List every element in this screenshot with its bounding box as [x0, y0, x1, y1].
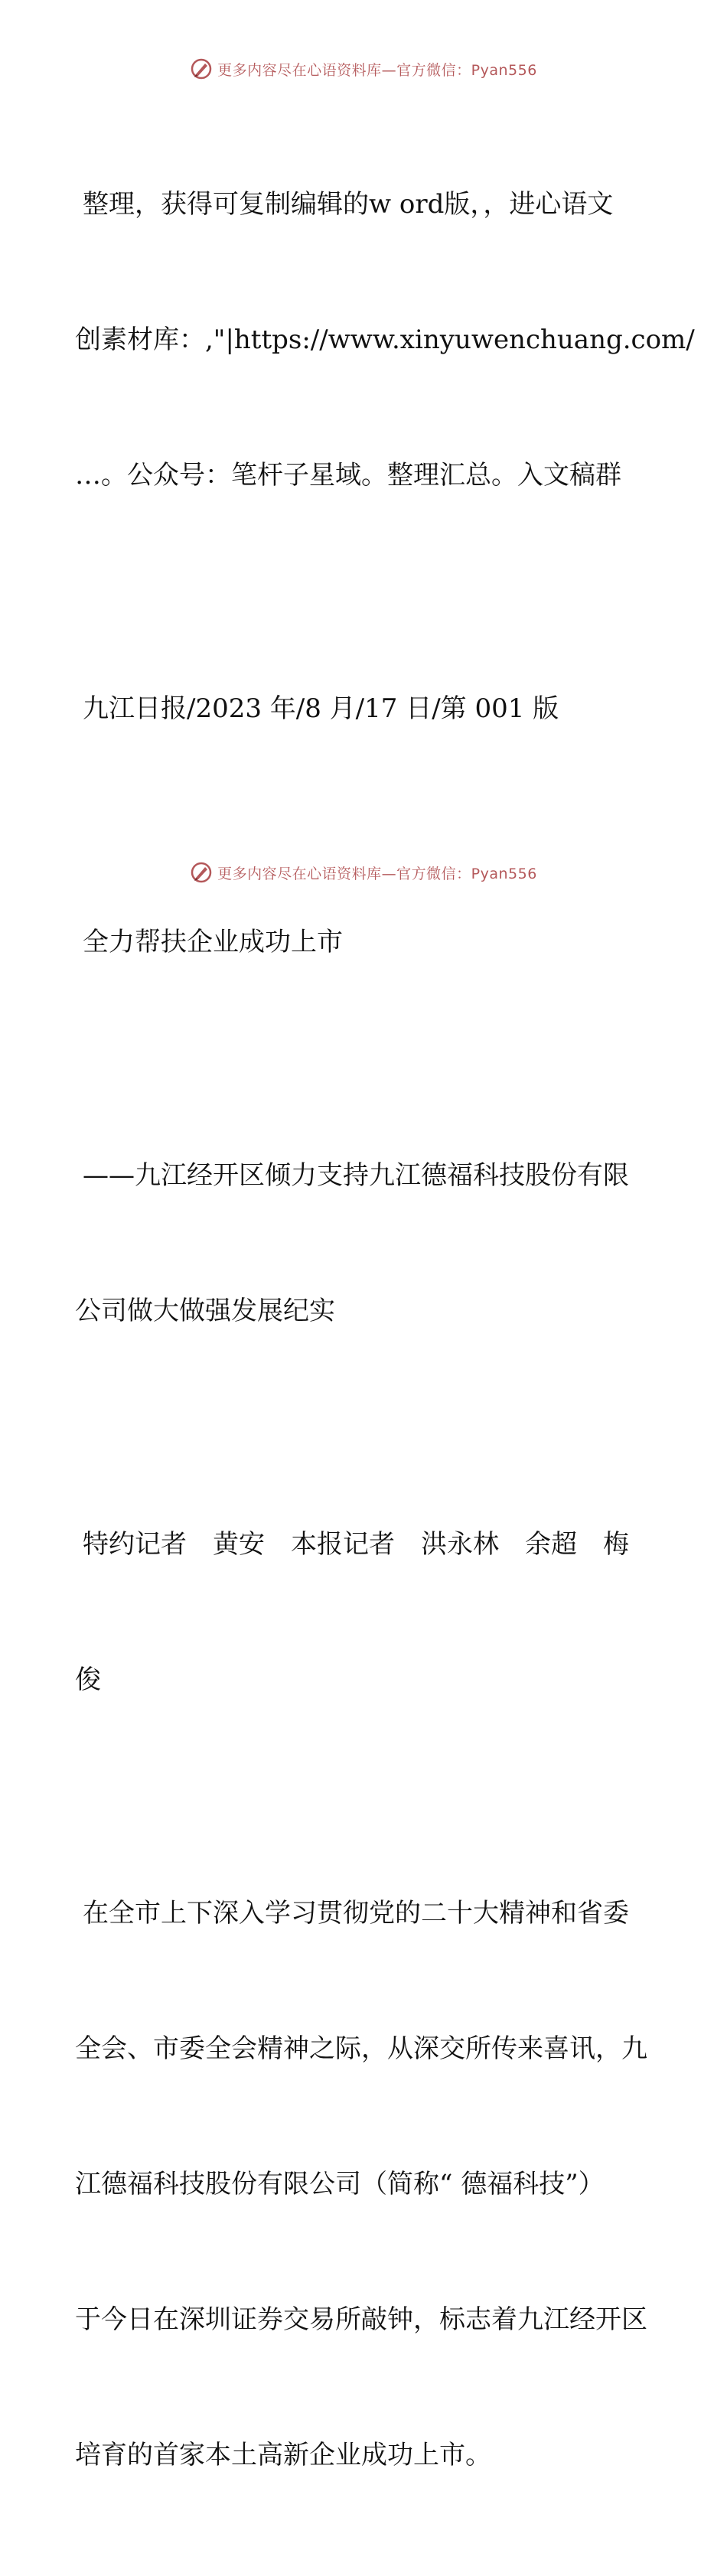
pen-logo-icon [190, 57, 213, 80]
footer-banner [0, 857, 727, 888]
footer-banner-text: 更多内容尽在心语资料库—官方微信：Pyan556 [217, 865, 537, 882]
byline-line: 特约记者 黄安 本报记者 洪永林 余超 梅 [83, 1529, 629, 1560]
subtitle-line: 公司做大做强发展纪实 [75, 1296, 335, 1326]
byline [75, 1432, 657, 1793]
pen-logo-icon [190, 861, 213, 884]
intro-paragraph [75, 92, 695, 589]
subtitle [75, 1063, 657, 1424]
body-line: 全会、市委全会精神之际，从深交所传来喜讯，九 [75, 2033, 647, 2064]
byline-line: 俊 [75, 1665, 101, 1695]
body-line: 江德福科技股份有限公司（简称“ 德福科技”） [75, 2169, 605, 2199]
body-line: 在全市上下深入学习贯彻党的二十大精神和省委 [83, 1898, 629, 1929]
source-line: 九江日报/2023 年/8 月/17 日/第 001 版 [83, 693, 559, 724]
header-banner-text: 更多内容尽在心语资料库—官方微信：Pyan556 [217, 61, 537, 79]
body-line: 培育的首家本土高新企业成功上市。 [75, 2440, 491, 2470]
subtitle-line: ——九江经开区倾力支持九江德福科技股份有限 [83, 1160, 629, 1191]
body-line: 于今日在深圳证券交易所敲钟，标志着九江经开区 [75, 2304, 647, 2335]
document-content [75, 92, 695, 2576]
intro-line: …。公众号：笔杆子星域。整理汇总。入文稿群 [75, 460, 621, 491]
intro-line: 整理，获得可复制编辑的w ord版，，进心语文 [83, 189, 614, 220]
body-paragraph [75, 1801, 657, 2568]
intro-line: 创素材库：,"|https://www.xinyuwenchuang.com/ [75, 324, 695, 355]
headline: 全力帮扶企业成功上市 [83, 927, 343, 957]
header-banner [0, 54, 727, 84]
